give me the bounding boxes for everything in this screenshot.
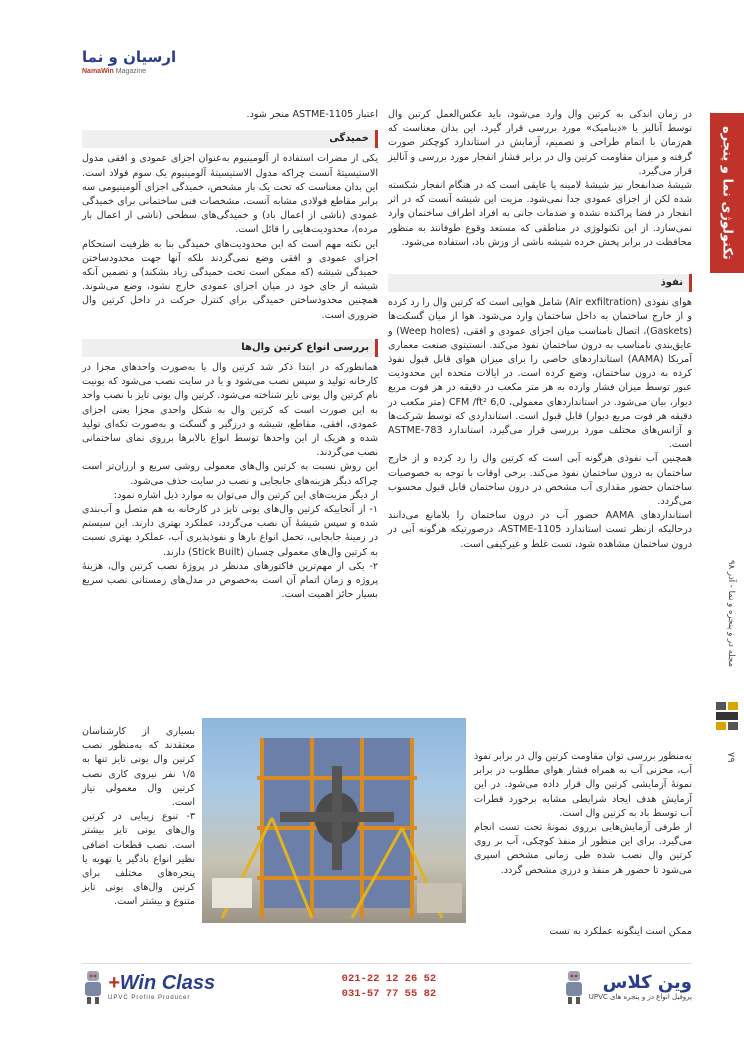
magazine-logo — [82, 48, 202, 84]
test-rig-illustration — [202, 718, 466, 923]
section-title-band — [710, 113, 744, 273]
paragraph: هوای نفوذی (Air exfiltration) شامل هوایی است که کرتین وال را رد کرده و از خارج ساختمان به داخل ساختمان وارد می‌شود. هوا از میان گسکت‌ها (Gaskets)، اتصال نامناسب میان اجزای عمودی و افقی، (Weep holes) و عایق‌بندی نامناسب به درون ساختمان نفوذ می‌کند. انستیتوی صنعت معماری آمریکا (AAMA) استانداردهای خاصی را برای میزان هوای قابل قبول نفوذ کرده به درون ساختمان، وضع کرده است. در ایالات متحده این محدودیت عبور توسط میزان فشار وارده به هر متر مکعب در دقیقه در هر فوت مربع دیوار، بیان می‌شود. در استانداردهای معمولی، 6,0 CFM /ft² (متر مکعب در دقیقه هر فوت مربع دیوار) قابل قبول است. استانداردی که توسط شرکت‌ها و آژانس‌های مختلف مورد بررسی قرار می‌گیرد، استاندارد 783-ASTME است. — [388, 297, 692, 451]
paragraph: استانداردهای AAMA حضور آب در درون ساختمان را بلامانع می‌دانند درحالیکه ازنظر تست استاندارد 1105-ASTME، درصورتیکه هرگونه آبی در درون ساختمان مشاهده شود، تست غلط و غیرکیفی است. — [388, 510, 693, 550]
paragraph: بسیاری از کارشناسان معتقدند که به‌منظور نصب کرتین وال یونی تایز تنها به ۱/۵ نفر نیروی کاری نصب کرتین وال معمولی نیاز است. — [82, 726, 195, 809]
paragraph: ۲- یکی از مهم‌ترین فاکتورهای مدنظر در پروژهٔ نصب کرتین وال، هزینهٔ پروژه و زمان اتمام آن است به‌خصوص در مدل‌های زمستانی نصب سریع بسیار حائز اهمیت است. — [82, 560, 378, 601]
paragraph: اعتبار 1105-ASTME منجر شود. — [246, 109, 378, 120]
page-number: ۷۹ — [725, 752, 736, 763]
section-heading-types: بررسی انواع کرتین وال‌ها — [82, 339, 378, 357]
ad-sub-fa: پروفیل انواع در و پنجره های UPVC — [588, 993, 692, 1001]
ad-tagline-en: UPVC Profile Producer — [108, 995, 191, 1001]
paragraph: به‌منظور بررسی توان مقاومت کرتین وال در برابر نفوذ آب، مخزنی آب به همراه فشار هوای مطلوب در برابر نمونهٔ آزمایشی کرتین وال قرار داده می‌شود. در این آزمایش هدف ایجاد شرایطی مشابه برخورد قطرات آب توسط باد به کرتین وال است. — [474, 751, 692, 819]
section-heading-leak: نفوذ — [388, 274, 692, 292]
footer-advertisement — [82, 963, 692, 1009]
side-band — [710, 0, 744, 1053]
robot-mascot-icon — [563, 969, 585, 1005]
ad-brand-en-text: Win Class — [119, 972, 216, 994]
phone-number: 031-57 77 55 82 — [341, 987, 437, 1000]
paragraph: شیشهٔ ضدانفجار نیز شیشهٔ لامینه یا عایقی است که در هنگام انفجار شکسته شده لکن از اجزای عمودی جدا نمی‌شود. مزیت این شیشه آنست که در اثر انفجار در فضا پراکنده نشده و صدمات جانی به افراد اطراف ساختمان وارد نمی‌سازد. از این تکنولوژی در مناطقی که مستعد وقوع طوفانند به منظور محافظت در برابر پخش خرده شیشه ناشی از وزش باد، استفاده می‌شود. — [388, 180, 692, 248]
phone-number: 021-22 12 26 52 — [341, 972, 437, 985]
logo-fa: ارسیان و نما — [82, 48, 177, 66]
section-title: تکنولوژی نما و پنجره — [719, 126, 735, 260]
bottom-right-text — [388, 925, 692, 939]
paragraph: یکی از مضرات استفاده از آلومینیوم به‌عنوان اجزای عمودی و افقی مدول الاستیسیتهٔ آنست چراکه مدول الاستیسیتهٔ آلومینیوم یک سوم فولاد است. این بدان معناست که تحت یک بار مشخص، خمیدگی اجزای آلومینیومی سه برابر مقاطع فولادی مشابه آنست. مشخصات فنی ساختمانی برای خمیدگی عمودی (ناشی از اعمال باد) و خمیدگی‌های سطحی (ناشی از اعمال بار مرده)، محدودیت‌هایی را قائل است. — [82, 153, 378, 236]
test-rig-photo — [202, 718, 466, 923]
ad-brand-en-block — [82, 969, 215, 1005]
left-column — [82, 108, 378, 603]
paragraph: از دیگر مزیت‌های این کرتین وال می‌توان به موارد ذیل اشاره نمود: — [113, 489, 378, 501]
paragraph: همانطورکه در ابتدا ذکر شد کرتین وال یا به‌صورت واحدهای مجزا در کارخانه تولید و سپس نصب می‌شود و یا در سایت نصب می‌شود که یونیت نام کرتین وال یونی تایز شناخته می‌شود. کرتین وال یونی تایز با نصب واحد به این صورت است که کرتین وال به شکل واحدی مجزا یعنی اجزای عمودی، افقی، مقاطع، شیشه و درزگیر و گسکت و به‌صورت تکه‌ای تولید شده و هریک از این واحدها توسط انواع بالابرها برروی نمای ساختمانی نصب می‌گردند. — [82, 362, 378, 459]
right-column — [388, 108, 692, 552]
section-heading-bend: خمیدگی — [82, 130, 378, 148]
paragraph: در زمان اندکی به کرتین وال وارد می‌شود، باید عکس‌العمل کرتین وال توسط آنالیز یا «دینامیک» مورد بررسی قرار گیرد. این بدان معناست که هم‌زمان با اتمام طراحی و تصمیم، آزمایش در استاندارد کوچکتر صورت گرفته و میزان مقاومت کرتین وال در برابر فشار انفجار مورد بررسی و آنالیز قرار می‌گیرد. — [388, 109, 692, 177]
brick-icon — [712, 700, 742, 740]
ad-phones — [342, 972, 437, 1002]
paragraph: این نکته مهم است که این محدودیت‌های خمیدگی بنا به ظرفیت استحکام اجزای عمودی و افقی وضع نمی‌گردند بلکه آنها جهت محدودساختن خمیدگی شیشه (که ممکن است تحت خمیدگی زیاد بشکند) و تضمین آنکه شیشه از جای خود در میان اجزای عمودی خارج نشود، وضع می‌شوند. همچنین محدودساختن خمیدگی برای کنترل حرکت در داخل کرتین وال ضروری است. — [82, 238, 378, 321]
paragraph: ممکن است اینگونه عملکرد به تست — [549, 926, 692, 937]
paragraph: ۱- از آنجاییکه کرتین وال‌های یونی تایز در کارخانه به هم متصل و آب‌بندی شده و سپس شیشهٔ آن نصب می‌گردد، عملکرد بهتری دارند. این سیستم در زمینهٔ جابجایی، تحمل انواع بارها و نفوذپذیری آب، عملکرد بهتری نسبت به کرتین وال‌های معمولی چسبان (Stick Built) دارند. — [82, 504, 378, 558]
lower-left-column — [82, 725, 195, 910]
paragraph: ۳- تنوع زیبایی در کرتین وال‌های یونی تایز بیشتر است. نصب قطعات اضافی نظیر انواع بادگیر یا تهویه یا پنجره‌های مختلف برای کرتین وال‌های یونی تایز متنوع و بیشتر است. — [82, 811, 195, 908]
logo-en-suffix: Magazine — [115, 68, 147, 75]
ad-brand-fa-block — [563, 969, 692, 1005]
robot-mascot-icon — [82, 969, 104, 1005]
ad-brand-en: +Win Class — [108, 972, 216, 994]
logo-en — [82, 68, 202, 75]
paragraph: از طرفی آزمایش‌هایی برروی نمونهٔ تحت تست انجام می‌گیرد. برای این منظور از منفذ کوچکی، آب بر روی کرتین وال نصب شده طی زمانی مشخص اسپری می‌شود تا حضور هر منفذ و درزی مشخص گردد. — [474, 822, 692, 876]
ad-brand-fa: وین کلاس — [602, 972, 692, 993]
paragraph: همچنین آب نفوذی هرگونه آبی است که کرتین وال را رد کرده و از خارج ساختمان به درون ساختمان نفوذ می‌کند. برخی اوقات با توجه به خصوصیات ساختمان حضور مقداری آب مشخص در درون ساختمان قابل قبول محسوب می‌گردد. — [388, 453, 692, 508]
lower-right-column — [474, 750, 692, 878]
logo-en-prefix: NamaWin — [82, 68, 114, 75]
paragraph: این روش نسبت به کرتین وال‌های معمولی روشی سریع و ارزان‌تر است چراکه دیگر هزینه‌های جابجایی و نصب در سایت حذف می‌شود. — [82, 461, 378, 487]
issue-meta: مجله در و پنجره و نما - آذر ۹۸ — [726, 560, 736, 668]
